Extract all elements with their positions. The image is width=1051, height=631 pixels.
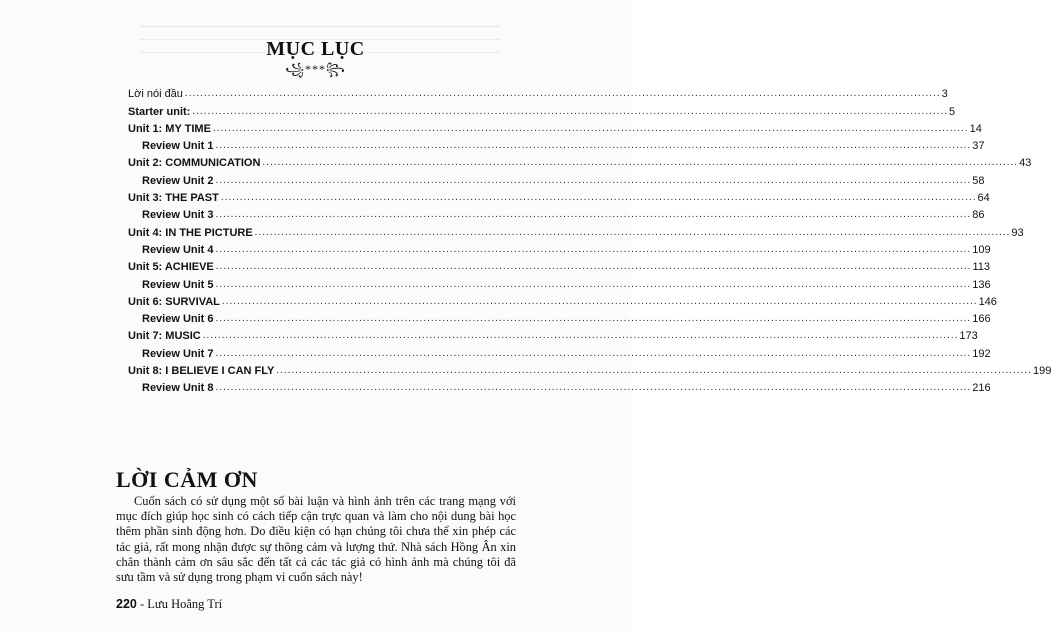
toc-entry-label: Review Unit 4 [142,243,214,256]
toc-entry-page: 37 [972,140,985,153]
toc-row [128,342,991,360]
toc-leader-dots: ........................................................................................................................................................................................................ [254,226,1011,238]
toc-entry-label: Review Unit 7 [142,347,214,360]
toc-leader-dots: ........................................................................................................................................................................................................ [215,261,972,273]
toc-entry-label: Unit 7: MUSIC [128,330,201,343]
footer-author: Lưu Hoằng Trí [147,597,223,611]
toc-entry-label: Review Unit 1 [142,140,214,153]
toc-entry-page: 64 [977,192,990,205]
toc-entry-label: Review Unit 2 [142,174,214,187]
toc-entry-page: 113 [972,261,990,274]
toc-leader-dots: ........................................................................................................................................................................................................ [212,122,969,134]
toc-leader-dots: ........................................................................................................................................................................................................ [215,278,972,290]
toc-entry-label: Starter unit: [128,105,191,118]
toc-entry-page: 216 [972,382,991,395]
acknowledgement-title: LỜI CẢM ƠN [116,467,258,492]
toc-row [128,291,997,308]
toc-row [128,273,991,291]
toc-entry-page: 136 [972,278,991,291]
toc-leader-dots: ........................................................................................................................................................................................................ [215,347,972,359]
toc-entry-label: Unit 5: ACHIEVE [128,261,214,274]
toc-entry-label: Review Unit 5 [142,278,214,291]
acknowledgement-body [116,494,516,585]
toc-entry-label: Unit 8: I BELIEVE I CAN FLY [128,365,275,378]
toc-leader-dots: ........................................................................................................................................................................................................ [215,382,972,394]
toc-entry-page: 58 [972,174,985,187]
toc-leader-dots: ........................................................................................................................................................................................................ [220,192,977,204]
toc-entry-label: Unit 1: MY TIME [128,122,211,135]
toc-entry-page: 3 [941,88,948,101]
toc-row [128,204,985,222]
toc-row [128,360,1051,378]
toc-leader-dots: ........................................................................................................................................................................................................ [202,330,959,342]
toc-entry-page: 86 [972,209,985,222]
toc-row [128,377,991,395]
toc-entry-page: 14 [969,122,982,135]
toc-row [128,221,1024,239]
toc-row [128,83,948,101]
acknowledgement-text: Cuốn sách có sử dụng một số bài luận và hình ảnh trên các trang mạng với mục đích giúp học sinh có cách tiếp cận trực quan và làm cho nội dung bài học thêm phần sinh động hơn. Do điều kiện có hạn chúng tôi chưa thể xin phép các tác giả, rất mong nhận được sự thông cảm và lượng thứ. Nhà sách Hồng Ân xin chân thành cảm ơn sâu sắc đến tất cả các tác giả có hình ảnh mà chúng tôi đã sưu tầm và sử dụng trong phạm vi cuốn sách này! [116,494,516,585]
title-ornament: ꧁***꧂ [285,62,346,76]
toc-entry-label: Review Unit 6 [142,313,214,326]
toc-row [128,325,978,343]
footer-separator: - [136,597,148,611]
toc-leader-dots: ........................................................................................................................................................................................................ [215,209,972,221]
table-of-contents [128,83,1051,395]
toc-leader-dots: ........................................................................................................................................................................................................ [215,140,972,152]
toc-leader-dots: ........................................................................................................................................................................................................ [215,243,972,255]
toc-leader-dots: ........................................................................................................................................................................................................ [192,105,949,117]
toc-entry-page: 173 [959,330,978,343]
page-footer [116,597,222,612]
toc-entry-page: 146 [978,295,997,308]
toc-leader-dots: ........................................................................................................................................................................................................ [215,174,972,186]
toc-leader-dots: ........................................................................................................................................................................................................ [276,365,1032,377]
toc-row [128,152,1032,170]
toc-entry-label: Review Unit 8 [142,382,214,395]
toc-entry-page: 43 [1019,157,1032,170]
toc-entry-label: Lời nói đầu [128,88,183,101]
toc-entry-label: Unit 3: THE PAST [128,192,219,205]
toc-entry-page: 109 [972,243,991,256]
page-number: 220 [116,597,137,611]
toc-entry-label: Unit 4: IN THE PICTURE [128,226,253,239]
toc-entry-label: Review Unit 3 [142,209,214,222]
toc-entry-page: 199 [1032,365,1051,378]
toc-leader-dots: ........................................................................................................................................................................................................ [215,313,972,325]
toc-leader-dots: ........................................................................................................................................................................................................ [184,88,941,100]
toc-row [128,135,985,153]
toc-entry-label: Unit 2: COMMUNICATION [128,157,261,170]
page-title: MỤC LỤC [266,38,365,60]
toc-entry-page: 5 [949,105,956,118]
toc-row [128,308,991,326]
toc-entry-page: 93 [1011,226,1024,239]
toc-leader-dots: ........................................................................................................................................................................................................ [221,295,978,307]
toc-row [128,169,985,187]
toc-row [128,100,956,118]
toc-row [128,187,990,205]
toc-row [128,239,991,256]
toc-entry-page: 192 [972,347,991,360]
toc-row [128,256,990,274]
toc-entry-label: Unit 6: SURVIVAL [128,295,220,308]
toc-row [128,118,982,135]
toc-entry-page: 166 [972,313,991,326]
toc-leader-dots: ........................................................................................................................................................................................................ [262,157,1019,169]
